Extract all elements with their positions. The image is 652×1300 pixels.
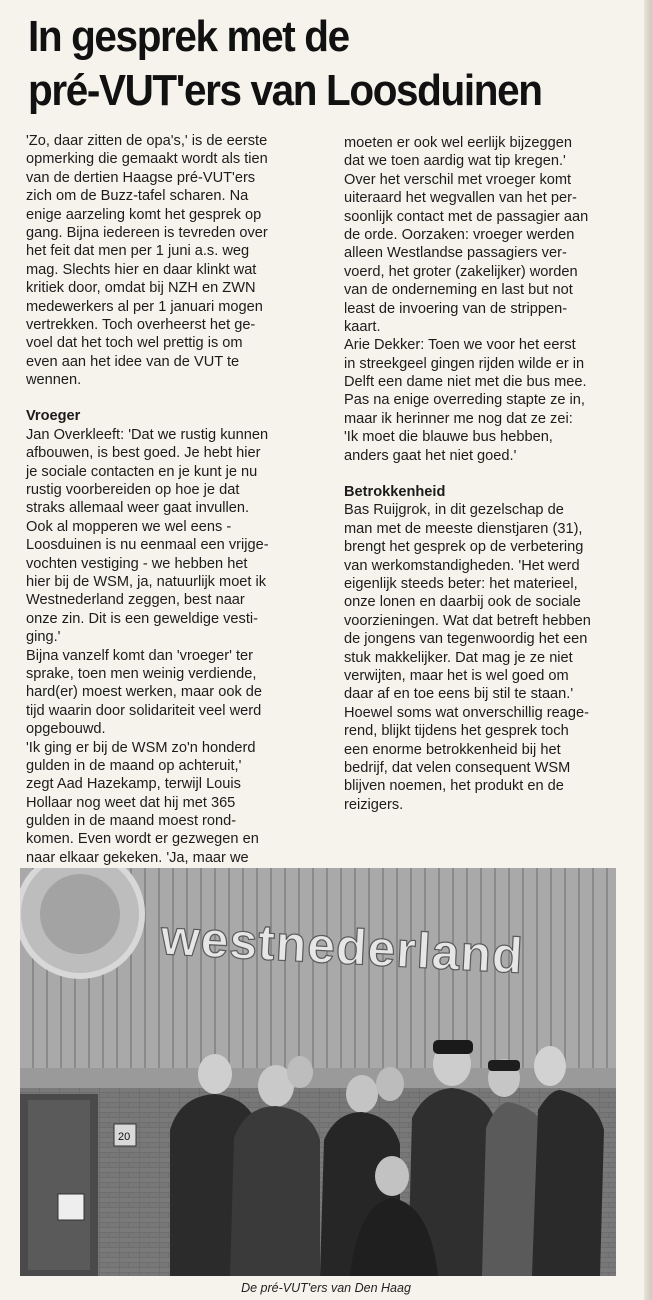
text-line: brengt het gesprek op de verbetering	[344, 539, 584, 556]
text-line: de orde. Oorzaken: vroeger werden	[344, 226, 575, 243]
text-line: dat we toen aardig wat tip kregen.'	[344, 153, 566, 170]
text-line: Pas na enige overreding stapte ze in,	[344, 392, 585, 409]
text-line: rustig voorbereiden op hoe je dat	[26, 482, 240, 499]
text-line: voorzieningen. Wat dat betreft hebben	[344, 612, 591, 629]
text-line: medewerkers al per 1 januari mogen	[26, 298, 263, 315]
text-line: wennen.	[26, 372, 82, 389]
text-line: 'Zo, daar zitten de opa's,' is de eerste	[26, 133, 268, 149]
text-line: uiteraard het wegvallen van het per-	[344, 190, 577, 207]
text-line: van de onderneming en last but not	[344, 282, 573, 299]
text-line: opgebouwd.	[26, 721, 106, 738]
text-line: soonlijk contact met de passagier aan	[344, 208, 589, 225]
vroeger-paragraph	[26, 426, 318, 867]
text-line: zegt Aad Hazekamp, terwijl Louis	[26, 776, 241, 793]
text-line: van de dertien Haagse pré-VUT'ers	[26, 169, 256, 186]
text-line: daar af en toe eens bij stil te staan.'	[344, 686, 574, 703]
text-line: kritiek door, omdat bij NZH en ZWN	[26, 280, 256, 297]
text-line: voel dat het toch wel prettig is om	[26, 335, 243, 352]
text-line: rend, blijkt tijdens het gesprek toch	[344, 723, 569, 740]
text-line: moeten er ook wel eerlijk bijzeggen	[344, 135, 572, 151]
text-line: vertrekken. Toch overheerst het ge-	[26, 316, 256, 333]
text-line: Delft een dame niet met die bus mee.	[344, 374, 587, 391]
text-line: bedrijf, dat velen consequent WSM	[344, 759, 571, 776]
text-line: vochten vestiging - we hebben het	[26, 555, 248, 572]
company-logo	[20, 868, 142, 976]
text-line: opmerking die gemaakt wordt als tien	[26, 151, 268, 168]
text-line: enige aarzeling komt het gesprek op	[26, 206, 262, 223]
continuation-paragraph	[344, 134, 634, 465]
group-photo	[20, 868, 616, 1276]
text-line: onze lonen en daarbij ook de sociale	[344, 594, 581, 611]
text-line: man met de meeste dienstjaren (31),	[344, 520, 583, 537]
text-line: maar ik herinner me nog dat ze zei:	[344, 410, 573, 427]
text-line: kaart.	[344, 318, 381, 335]
text-line: Ook al mopperen we wel eens -	[26, 518, 232, 535]
text-line: komen. Even wordt er gezwegen en	[26, 831, 259, 848]
text-line: ging.'	[26, 629, 61, 646]
section-heading-betrokkenheid: Betrokkenheid	[344, 484, 446, 501]
building-sign: westnederland	[159, 909, 525, 984]
text-line: tijd waarin door solidariteit veel werd	[26, 702, 262, 719]
text-line: zich om de Buzz-tafel scharen. Na	[26, 188, 249, 205]
text-line: alleen Westlandse passagiers ver-	[344, 245, 567, 262]
text-line: 'Ik moet die blauwe bus hebben,	[344, 429, 553, 446]
text-line: Arie Dekker: Toen we voor het eerst	[344, 337, 576, 354]
intro-paragraph	[26, 132, 318, 389]
text-line: van werkomstandigheden. 'Het werd	[344, 557, 580, 574]
text-line: least de invoering van de strippen-	[344, 300, 568, 317]
text-line: je sociale contacten en je kunt je nu	[26, 463, 258, 480]
text-line: even aan het idee van de VUT te	[26, 353, 240, 370]
text-line: voerd, het groter (zakelijker) worden	[344, 263, 578, 280]
text-line: hier bij de WSM, ja, natuurlijk moet ik	[26, 573, 267, 590]
text-line: gulden in de maand moest rond-	[26, 813, 237, 830]
text-line: hard(er) moest werken, maar ook de	[26, 684, 263, 701]
text-line: anders gaat het niet goed.'	[344, 447, 517, 464]
text-line: 'Ik ging er bij de WSM zo'n honderd	[26, 739, 256, 756]
text-line: het feit dat men per 1 juni a.s. weg	[26, 243, 250, 260]
text-line: straks allemaal weer gaat invullen.	[26, 500, 250, 517]
section-heading-vroeger: Vroeger	[26, 408, 81, 425]
text-line: onze zin. Dit is een geweldige vesti-	[26, 610, 258, 627]
right-column	[344, 134, 634, 814]
text-line: de jongens van tegenwoordig het een	[344, 631, 588, 648]
text-line: Hollaar nog weet dat hij met 365	[26, 794, 236, 811]
text-line: een enorme betrokkenheid bij het	[344, 741, 561, 758]
text-line: gang. Bijna iedereen is tevreden over	[26, 224, 268, 241]
text-line: mag. Slechts hier en daar klinkt wat	[26, 261, 257, 278]
photo-caption: De pré-VUT'ers van Den Haag	[241, 1281, 411, 1295]
headline-line-2: pré-VUT'ers van Loosduinen	[28, 66, 542, 115]
text-line: eigenlijk steeds beter: het materieel,	[344, 575, 578, 592]
text-line: Loosduinen is nu eenmaal een vrijge-	[26, 537, 269, 554]
text-line: in streekgeel gingen rijden wilde er in	[344, 355, 585, 372]
text-line: Bas Ruijgrok, in dit gezelschap de	[344, 502, 564, 519]
text-line: blijven noemen, het produkt en de	[344, 778, 564, 795]
text-line: Bijna vanzelf komt dan 'vroeger' ter	[26, 647, 254, 664]
text-line: gulden in de maand op achteruit,'	[26, 757, 242, 774]
text-line: afbouwen, is best goed. Je hebt hier	[26, 445, 261, 462]
text-line: Jan Overkleeft: 'Dat we rustig kunnen	[26, 426, 269, 443]
text-line: Hoewel soms wat onverschillig reage-	[344, 704, 589, 721]
page-fold-shadow	[644, 0, 652, 1300]
text-line: naar elkaar gekeken. 'Ja, maar we	[26, 849, 249, 866]
text-line: sprake, toen men weinig verdiende,	[26, 665, 257, 682]
article-headline	[28, 10, 580, 118]
house-number: 20	[118, 1131, 131, 1143]
text-line: reizigers.	[344, 796, 404, 813]
text-line: verwijten, maar het is wel goed om	[344, 667, 569, 684]
text-line: stuk makkelijker. Dat mag je ze niet	[344, 649, 573, 666]
betrokkenheid-paragraph	[344, 501, 634, 814]
left-column	[26, 132, 318, 867]
text-line: Over het verschil met vroeger komt	[344, 171, 572, 188]
headline-line-1: In gesprek met de	[28, 12, 349, 61]
text-line: Westnederland zeggen, best naar	[26, 592, 245, 609]
